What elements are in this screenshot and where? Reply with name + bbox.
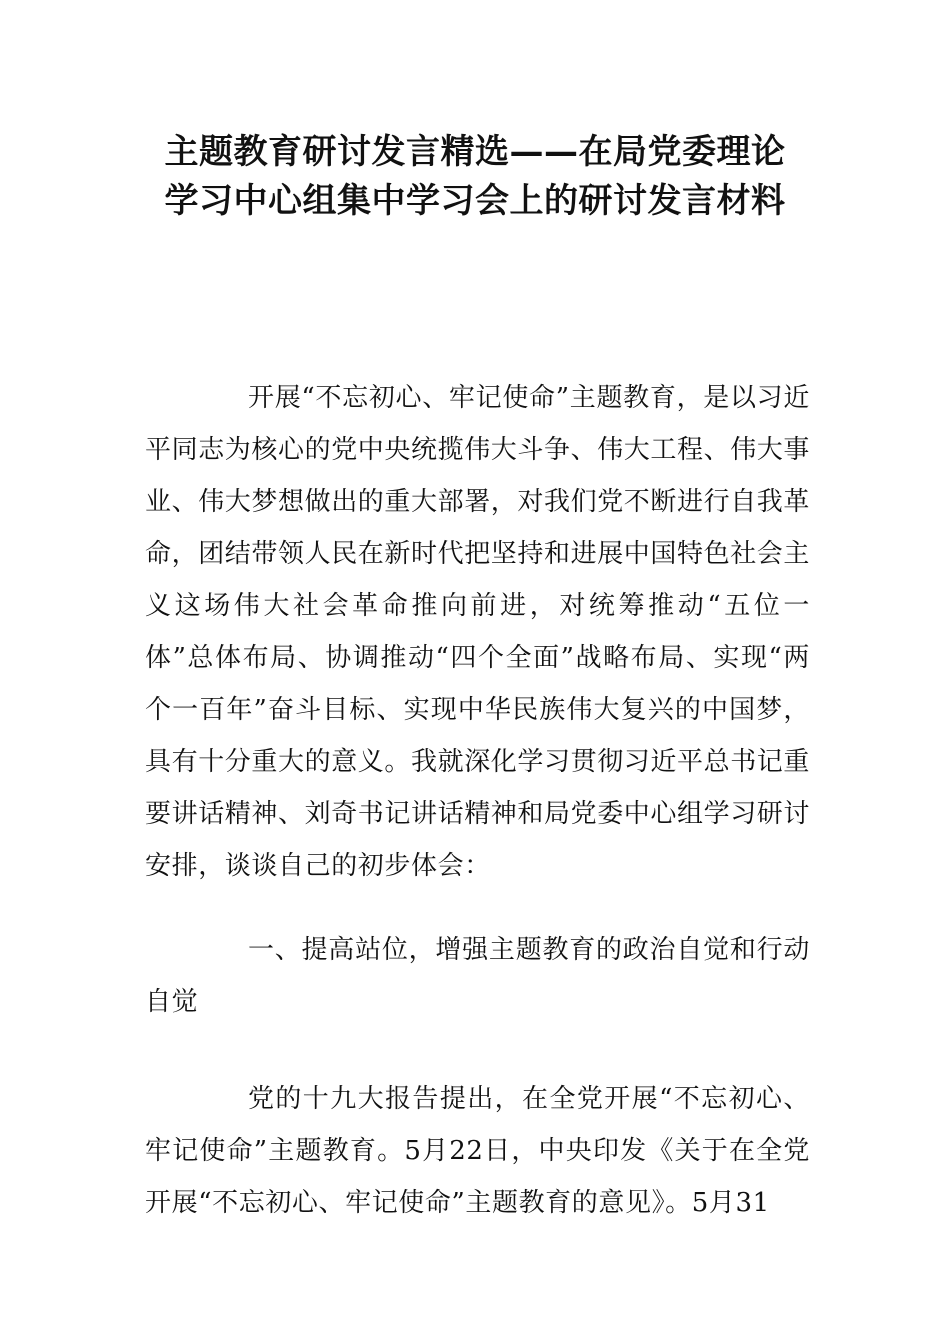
paragraph-introduction: 开展“不忘初心、牢记使命”主题教育，是以习近平同志为核心的党中央统揽伟大斗争、伟大工程、伟大事业、伟大梦想做出的重大部署，对我们党不断进行自我革命，团结带领人民在新时代把坚持和进展中国特色社会主义这场伟大社会革命推向前进，对统筹推动“五位一体”总体布局、协调推动“四个全面”战略布局、实现“两个一百年”奋斗目标、实现中华民族伟大复兴的中国梦，具有十分重大的意义。我就深化学习贯彻习近平总书记重要讲话精神、刘奇书记讲话精神和局党委中心组学习研讨安排，谈谈自己的初步体会： <box>145 383 811 881</box>
document-title <box>120 128 830 226</box>
section-heading-1: 一、提高站位，增强主题教育的政治自觉和行动自觉 <box>145 935 810 1017</box>
paragraph-section-1: 党的十九大报告提出，在全党开展“不忘初心、牢记使命”主题教育。5月22日，中央印发《关于在全党开展“不忘初心、牢记使命”主题教育的意见》。5月31 <box>145 1084 810 1218</box>
title-line-1: 主题教育研讨发言精选——在局党委理论 <box>164 132 786 172</box>
title-line-2: 学习中心组集中学习会上的研讨发言材料 <box>164 181 786 221</box>
